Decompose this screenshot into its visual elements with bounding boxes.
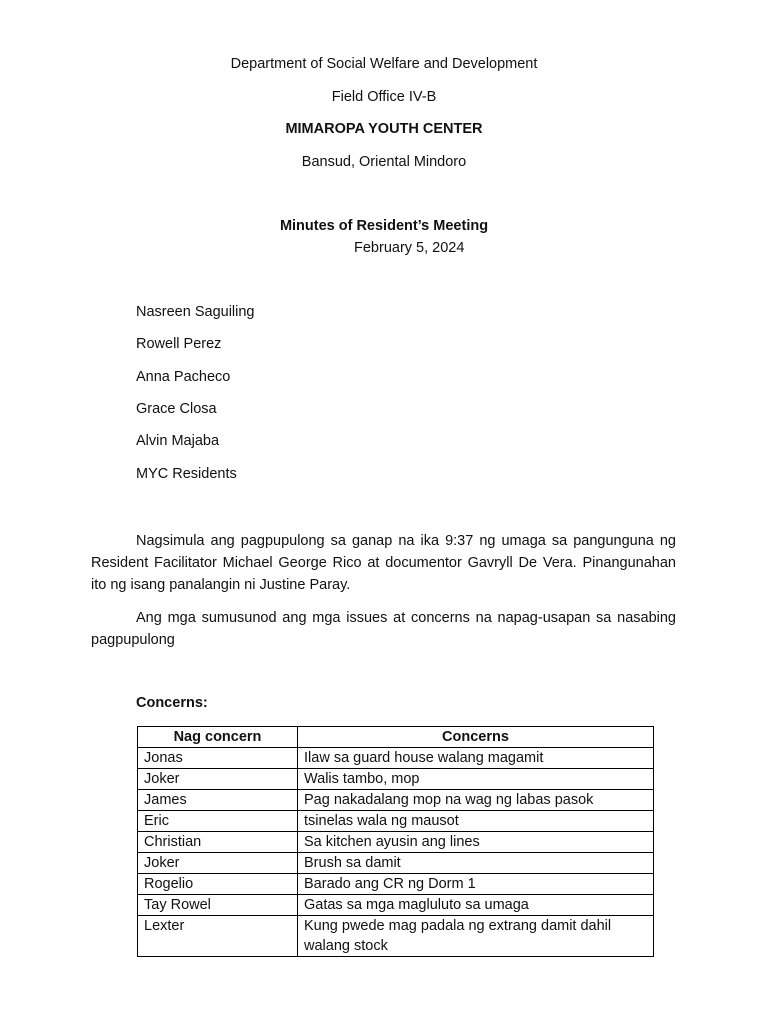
attendee-name: Anna Pacheco xyxy=(136,369,231,385)
document-title: Minutes of Resident’s Meeting xyxy=(279,218,489,234)
table-row xyxy=(138,853,654,874)
table-row xyxy=(138,916,654,957)
concern-text: Ilaw sa guard house walang magamit xyxy=(298,748,654,769)
table-row xyxy=(138,895,654,916)
issues-intro-paragraph: Ang mga sumusunod ang mga issues at concerns na napag-usapan sa nasabing pagpupulong xyxy=(91,610,676,648)
concern-text: Sa kitchen ayusin ang lines xyxy=(298,832,654,853)
concern-text: Pag nakadalang mop na wag ng labas pasok xyxy=(298,790,654,811)
attendee-name: Rowell Perez xyxy=(136,336,222,352)
concern-person: Tay Rowel xyxy=(138,895,298,916)
concern-person: Eric xyxy=(138,811,298,832)
concern-person: Joker xyxy=(138,769,298,790)
concern-text: Brush sa damit xyxy=(298,853,654,874)
table-header-row xyxy=(138,727,654,748)
table-row xyxy=(138,748,654,769)
concern-text: tsinelas wala ng mausot xyxy=(298,811,654,832)
header-location: Bansud, Oriental Mindoro xyxy=(301,154,467,170)
table-row xyxy=(138,769,654,790)
header-field-office: Field Office IV-B xyxy=(331,89,437,105)
attendee-name: Grace Closa xyxy=(136,401,217,417)
column-header-concerns: Concerns xyxy=(298,727,654,748)
header-center-name: MIMAROPA YOUTH CENTER xyxy=(285,121,483,137)
attendee-name: Nasreen Saguiling xyxy=(136,304,255,320)
table-row xyxy=(138,790,654,811)
concern-text: Gatas sa mga magluluto sa umaga xyxy=(298,895,654,916)
concerns-table xyxy=(137,726,654,957)
table-row xyxy=(138,874,654,895)
concern-person: James xyxy=(138,790,298,811)
table-row xyxy=(138,811,654,832)
opening-paragraph: Nagsimula ang pagpupulong sa ganap na ika 9:37 ng umaga sa pangunguna ng Resident Facilitator Michael George Rico at documentor Gavryll De Vera. Pinangunahan ito ng isang panalangin ni Justine Paray. xyxy=(91,533,676,593)
concern-person: Jonas xyxy=(138,748,298,769)
concern-text: Kung pwede mag padala ng extrang damit dahil walang stock xyxy=(298,916,654,957)
table-row xyxy=(138,832,654,853)
concern-person: Christian xyxy=(138,832,298,853)
concern-person: Lexter xyxy=(138,916,298,957)
attendee-name: Alvin Majaba xyxy=(136,433,220,449)
concern-person: Joker xyxy=(138,853,298,874)
attendee-name: MYC Residents xyxy=(136,466,237,482)
meeting-date: February 5, 2024 xyxy=(354,240,465,256)
column-header-nag-concern: Nag concern xyxy=(138,727,298,748)
header-department: Department of Social Welfare and Development xyxy=(230,56,538,72)
concerns-heading: Concerns: xyxy=(136,695,208,711)
concern-text: Walis tambo, mop xyxy=(298,769,654,790)
concern-person: Rogelio xyxy=(138,874,298,895)
concern-text: Barado ang CR ng Dorm 1 xyxy=(298,874,654,895)
